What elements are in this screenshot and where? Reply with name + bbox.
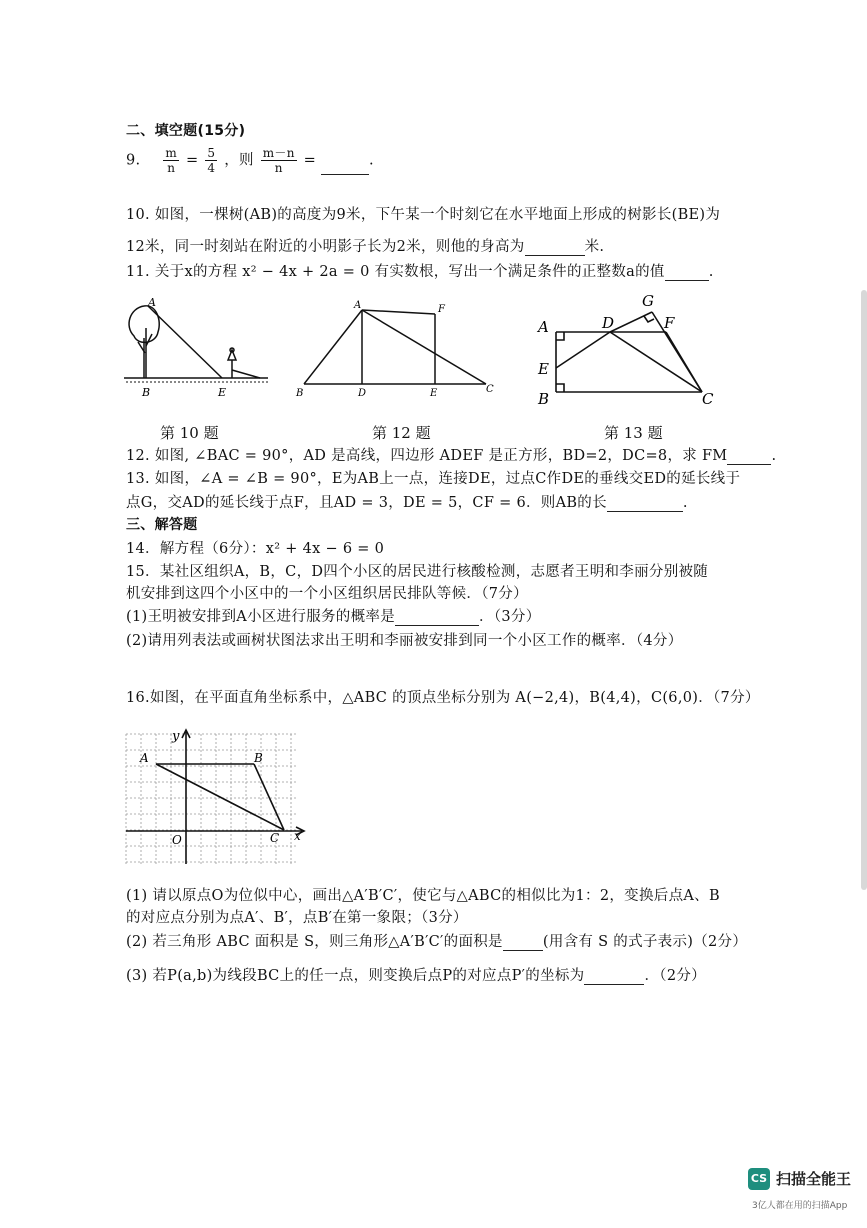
q10-answer-blank[interactable] (525, 241, 585, 256)
fig13-label-B: B (538, 390, 550, 408)
grid-label-y: y (172, 729, 180, 744)
fig12-label-A: A (354, 300, 362, 311)
section-heading-answer: 三、解答题 (126, 517, 198, 533)
fig12-label-C: C (486, 384, 494, 395)
fig13-label-E: E (538, 360, 549, 378)
q11-answer-blank[interactable] (665, 266, 709, 281)
fig12-label-B: B (296, 388, 304, 399)
question-9: 9. $\frac{m}{n}$ = $\frac{5}{4}$ ，则 $\frac{m-n}{n}$ = . (126, 146, 374, 175)
fig12-label-E: E (430, 388, 438, 399)
grid-label-C: C (270, 831, 280, 845)
q9-fraction-5-4: $\frac{5}{4}$ (207, 146, 216, 175)
question-16-part3: (3) 若P(a,b)为线段BC上的任一点，则变换后点P的对应点P′的坐标为 ．（2分） (126, 968, 706, 984)
question-12: 12. 如图, ∠BAC = 90°，AD 是高线，四边形 ADEF 是正方形，BD=2，DC=8，求 FM . (126, 448, 777, 464)
caption-fig10: 第 10 题 (160, 424, 219, 442)
question-16-part2: (2) 若三角形 ABC 面积是 S，则三角形△A′B′C′的面积是 (用含有 S 的式子表示)（2分） (126, 934, 748, 950)
fig13-label-C: C (702, 390, 714, 408)
fig12-label-D: D (358, 388, 367, 399)
question-14: 14．解方程（6分）：x² + 4x − 6 = 0 (126, 541, 385, 557)
question-16-part1b: 的对应点分别为点A′、B′，点B′在第一象限；（3分） (126, 910, 468, 926)
fig10-label-A: A (148, 298, 156, 309)
fig12-label-F: F (438, 304, 445, 315)
q13-answer-blank[interactable] (607, 497, 683, 512)
fig10-label-B: B (142, 386, 151, 399)
q15-answer-blank[interactable] (395, 611, 479, 626)
grid-label-A: A (140, 751, 149, 765)
figure-13-quadrilateral (530, 288, 730, 410)
grid-label-x: x (294, 829, 301, 843)
camscanner-logo-icon: CS (748, 1168, 770, 1190)
figure-12-square-triangle (290, 296, 500, 402)
question-15-part2: (2)请用列表法或画树状图法求出王明和李丽被安排到同一个小区工作的概率．（4分） (126, 633, 683, 649)
caption-fig12: 第 12 题 (372, 424, 431, 442)
fig13-label-F: F (664, 314, 675, 332)
q9-fraction-mn-n: $\frac{m-n}{n}$ (262, 146, 295, 175)
fig13-label-A: A (538, 318, 549, 336)
grid-label-O: O (172, 833, 182, 847)
grid-label-B: B (254, 751, 263, 765)
q9-answer-blank[interactable] (321, 160, 369, 175)
question-13-line1: 13. 如图，∠A = ∠B = 90°，E为AB上一点，连接DE，过点C作DE的垂线交ED的延长线于 (126, 471, 741, 487)
fig10-label-E: E (218, 386, 227, 399)
scrollbar[interactable] (861, 290, 867, 890)
question-16-part1a: (1) 请以原点O为位似中心，画出△A′B′C′，使它与△ABC的相似比为1：2，变换后点A、B (126, 888, 720, 904)
caption-fig13: 第 13 题 (604, 424, 663, 442)
question-15-line1: 15．某社区组织A，B，C，D四个小区的居民进行核酸检测，志愿者王明和李丽分别被随 (126, 564, 709, 580)
fig13-label-D: D (602, 314, 615, 332)
section-heading-fill-in: 二、填空题(15分) (126, 123, 246, 139)
camscanner-slogan: 3亿人都在用的扫描App (752, 1201, 848, 1211)
fig13-label-G: G (642, 292, 654, 310)
q16-part3-blank[interactable] (584, 970, 644, 985)
coordinate-grid-figure (122, 724, 310, 872)
question-10-line1: 10. 如图，一棵树(AB)的高度为9米，下午某一个时刻它在水平地面上形成的树影长(BE)为 (126, 207, 721, 223)
figure-10-tree-shadow (122, 298, 272, 402)
q9-number: 9. (126, 152, 141, 169)
question-16-intro: 16.如图，在平面直角坐标系中，△ABC 的顶点坐标分别为 A(−2,4)，B(4,4)，C(6,0)．（7分） (126, 690, 760, 706)
q16-part2-blank[interactable] (503, 936, 543, 951)
q9-fraction-m-n: $\frac{m}{n}$ (165, 146, 178, 175)
question-15-line2: 机安排到这四个小区中的一个小区组织居民排队等候．（7分） (126, 586, 528, 602)
q12-answer-blank[interactable] (727, 450, 771, 465)
question-15-part1: (1)王明被安排到A小区进行服务的概率是 ．（3分） (126, 609, 541, 625)
question-10-line2: 12米，同一时刻站在附近的小明影子长为2米，则他的身高为 米. (126, 239, 605, 255)
question-13-line2: 点G，交AD的延长线于点F，且AD = 3，DE = 5，CF = 6．则AB的长 . (126, 495, 688, 511)
question-11: 11. 关于x的方程 x² − 4x + 2a = 0 有实数根，写出一个满足条件的正整数a的值 . (126, 264, 714, 280)
camscanner-logo-text: 扫描全能王 (776, 1170, 852, 1188)
